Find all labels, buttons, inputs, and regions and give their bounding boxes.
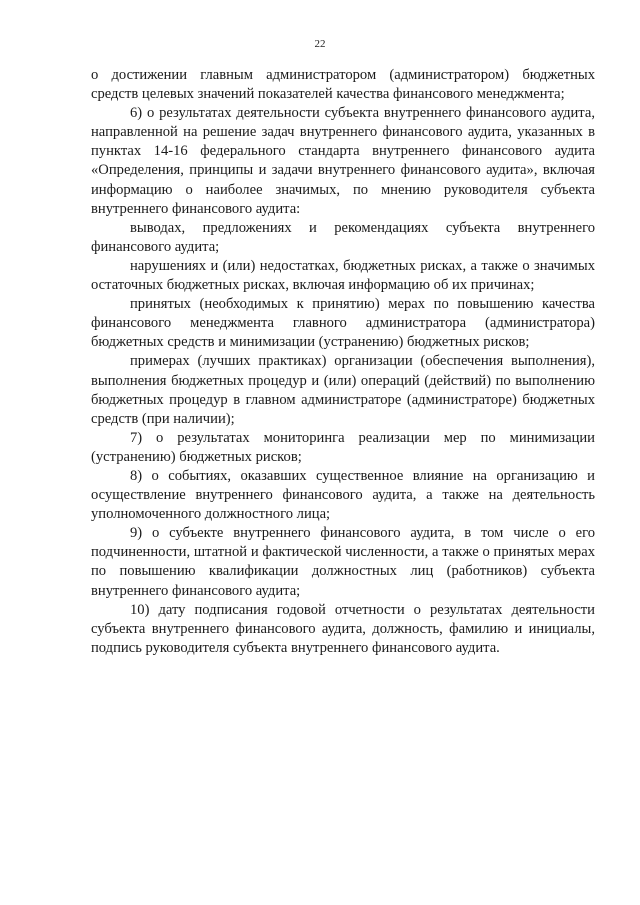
paragraph-measures: принятых (необходимых к принятию) мерах по повышению качества финансового менеджмента главного администратора (администратора) бюджетных средств и минимизации (устранению) бюджетных рисков; bbox=[91, 296, 595, 351]
paragraph-findings: выводах, предложениях и рекомендациях субъекта внутреннего финансового аудита; bbox=[91, 219, 595, 255]
paragraph-item-7: 7) о результатах мониторинга реализации мер по минимизации (устранению) бюджетных рисков; bbox=[91, 429, 595, 465]
paragraph-item-10: 10) дату подписания годовой отчетности о результатах деятельности субъекта внутреннего финансового аудита, должность, фамилию и инициалы, подпись руководителя субъекта внутреннего финансового аудита. bbox=[91, 601, 595, 656]
paragraph-continuation: о достижении главным администратором (администратором) бюджетных средств целевых значений показателей качества финансового менеджмента; bbox=[91, 67, 595, 103]
page-number: 22 bbox=[314, 38, 326, 50]
paragraph-item-6: 6) о результатах деятельности субъекта внутреннего финансового аудита, направленной на решение задач внутреннего финансового аудита, указанных в пунктах 14-16 федерального стандарта внутреннего финансового аудита «Определения, принципы и задачи внутреннего финансового аудита», включая информацию о наиболее значимых, по мнению руководителя субъекта внутреннего финансового аудита: bbox=[91, 105, 595, 217]
paragraph-violations: нарушениях и (или) недостатках, бюджетных рисках, а также о значимых остаточных бюджетных рисках, включая информацию об их причинах; bbox=[91, 257, 595, 294]
document-body bbox=[91, 66, 595, 658]
paragraph-item-9: 9) о субъекте внутреннего финансового аудита, в том числе о его подчиненности, штатной и фактической численности, а также о принятых мерах по повышению квалификации должностных лиц (работников) субъекта внутреннего финансового аудита; bbox=[91, 525, 595, 599]
paragraph-item-8: 8) о событиях, оказавших существенное влияние на организацию и осуществление внутреннего финансового аудита, а также на деятельность уполномоченного должностного лица; bbox=[91, 467, 595, 523]
paragraph-best-practices: примерах (лучших практиках) организации (обеспечения выполнения), выполнения бюджетных процедур и (или) операций (действий) по выполнению бюджетных процедур в главном администраторе (администраторе) бюджетных средств (при наличии); bbox=[91, 353, 595, 427]
